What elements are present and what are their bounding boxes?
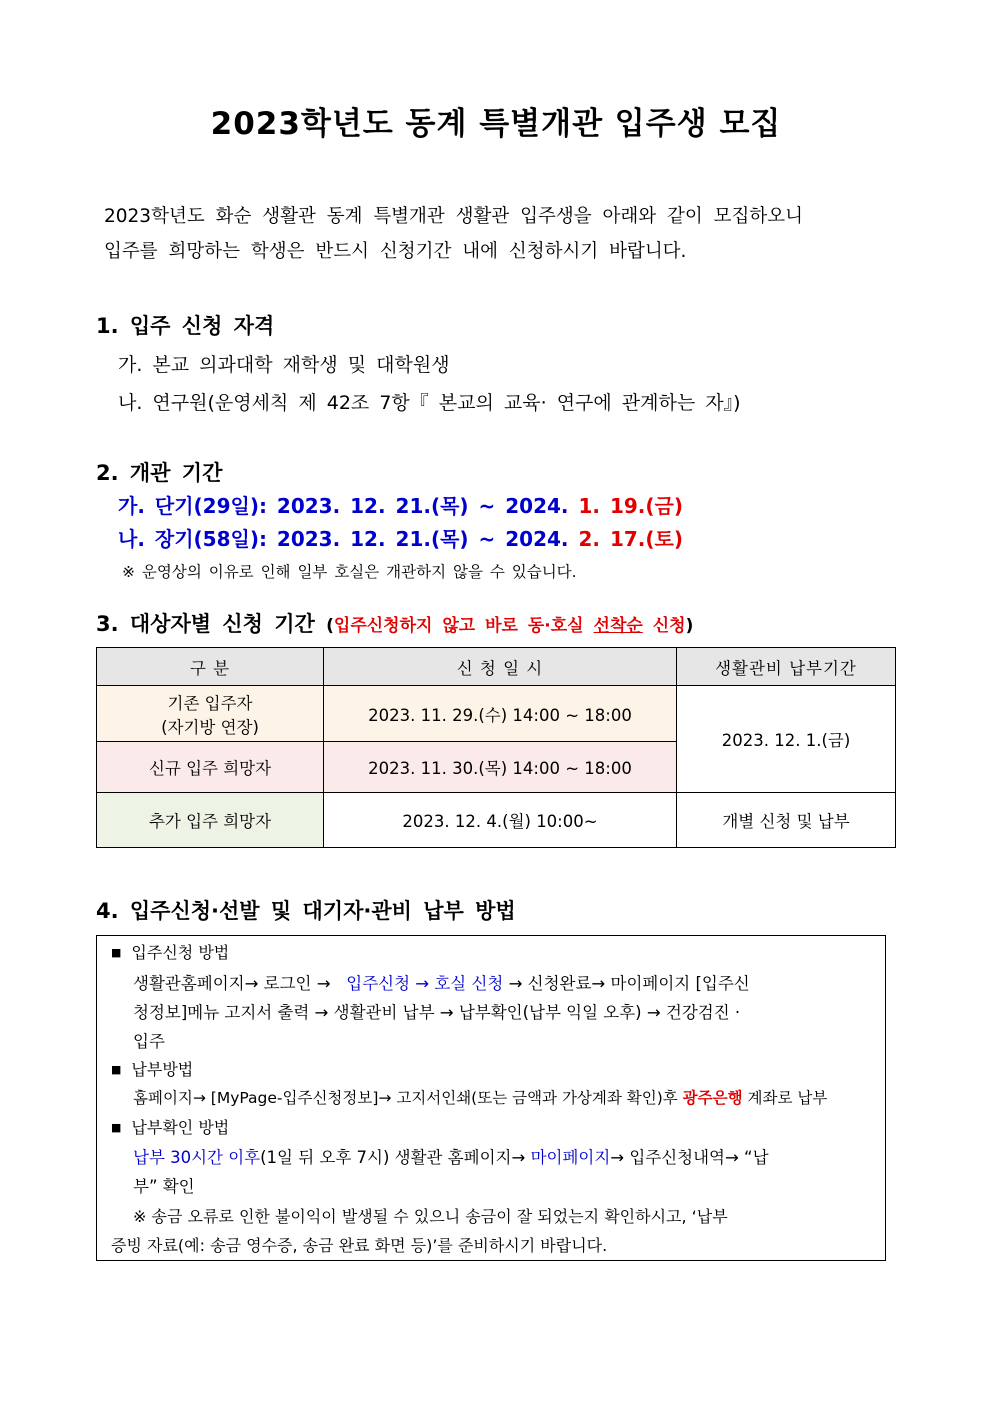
section1-item-a: 가. 본교 의과대학 재학생 및 대학원생 [118,354,450,376]
section3-heading: 3. 대상자별 신청 기간 [96,612,315,636]
confirm-method-line2: 부” 확인 [133,1177,195,1196]
row2-date: 2023. 11. 30.(목) 14:00 ~ 18:00 [324,742,677,793]
method-box [96,935,886,1261]
section2-note: ※ 운영상의 이유로 인해 일부 호실은 개관하지 않을 수 있습니다. [122,563,577,581]
row1-category-line2: (자기방 연장) [161,717,259,737]
long-term-prefix: 나. 장기(58일): 2023. 12. 21.(목) ~ 2024. [118,527,569,551]
conf-l1-b: → 입주신청내역→ “납 [610,1148,769,1167]
confirm-note-line1: ※ 송금 오류로 인한 불이익이 발생될 수 있으니 송금이 잘 되었는지 확인하시고, ‘납부 [133,1207,728,1226]
short-term-end: 1. 19.(금) [578,494,683,518]
page-title: 2023학년도 동계 특별개관 입주생 모집 [210,106,782,142]
long-term-end: 2. 17.(토) [578,527,683,551]
conf-l1-blue: 납부 30시간 이후 [133,1148,261,1167]
application-method-line3: 입주 [133,1032,165,1051]
app-l1-a: 생활관홈페이지→ 로그인 → [133,974,331,993]
header-date: 신 청 일 시 [324,648,677,686]
short-term-period [118,490,683,519]
row2-category: 신규 입주 희망자 [97,742,324,793]
section1-item-b: 나. 연구원(운영세칙 제 42조 7항『 본교의 교육· 연구에 관계하는 자』) [118,392,741,414]
section3-heading-line [96,608,693,638]
application-period-table [96,647,896,848]
paren-open: ( [326,616,334,636]
row1-date: 2023. 11. 29.(수) 14:00 ~ 18:00 [324,686,677,742]
application-method-line2: 청정보]메뉴 고지서 출력 → 생활관비 납부 → 납부확인(납부 익일 오후) → 건강검진 · [133,1003,741,1022]
table-header-row [97,648,896,686]
bullet-confirm-method: ■ 납부확인 방법 [111,1115,229,1138]
row3-date: 2023. 12. 4.(월) 10:00~ [324,793,677,848]
conf-l1-a: (1일 뒤 오후 7시) 생활관 홈페이지→ [260,1148,526,1167]
table-row [97,793,896,848]
conf-l1-blue2: 마이페이지 [530,1148,611,1167]
confirm-note-line2: 증빙 자료(예: 송금 영수증, 송금 완료 화면 등)’를 준비하시기 바랍니다. [111,1236,608,1255]
app-l1-blue: 입주신청 → 호실 신청 [346,974,504,993]
row3-category: 추가 입주 희망자 [97,793,324,848]
table-row [97,686,896,742]
app-l1-b: → 신청완료→ 마이페이지 [입주신 [508,974,750,993]
paren-close: ) [685,616,694,636]
bullet-payment-method: ■ 납부방법 [111,1057,193,1080]
shared-payment-period: 2023. 12. 1.(금) [677,686,896,793]
intro-line-1: 2023학년도 화순 생활관 동계 특별개관 생활관 입주생을 아래와 같이 모집하오니 [104,206,804,227]
section1-heading: 1. 입주 신청 자격 [96,314,275,338]
pay-l1-a: 홈페이지→ [MyPage-입주신청정보]→ 고지서인쇄(또는 금액과 가상계좌 확인)후 [133,1089,678,1107]
application-method-line1 [133,970,750,994]
section3-red-text: 입주신청하지 않고 바로 동·호실 [333,616,584,636]
row1-category [97,686,324,742]
long-term-period [118,523,683,552]
row1-category-line1: 기존 입주자 [167,693,253,713]
payment-method-line1 [133,1086,827,1108]
header-payment: 생활관비 납부기간 [677,648,896,686]
header-category: 구 분 [97,648,324,686]
confirm-method-line1 [133,1144,769,1168]
row3-payment: 개별 신청 및 납부 [677,793,896,848]
section3-underline-text: 선착순 [593,616,643,636]
bullet-application-method: ■ 입주신청 방법 [111,940,229,963]
section4-heading: 4. 입주신청·선발 및 대기자·관비 납부 방법 [96,899,516,923]
short-term-prefix: 가. 단기(29일): 2023. 12. 21.(목) ~ 2024. [118,494,569,518]
intro-line-2: 입주를 희망하는 학생은 반드시 신청기간 내에 신청하시기 바랍니다. [104,241,687,262]
section3-red-text2: 신청 [652,616,686,636]
section3-subnote [326,616,693,636]
pay-l1-red: 광주은행 [682,1089,743,1107]
pay-l1-b: 계좌로 납부 [747,1089,828,1107]
section2-heading: 2. 개관 기간 [96,461,223,485]
